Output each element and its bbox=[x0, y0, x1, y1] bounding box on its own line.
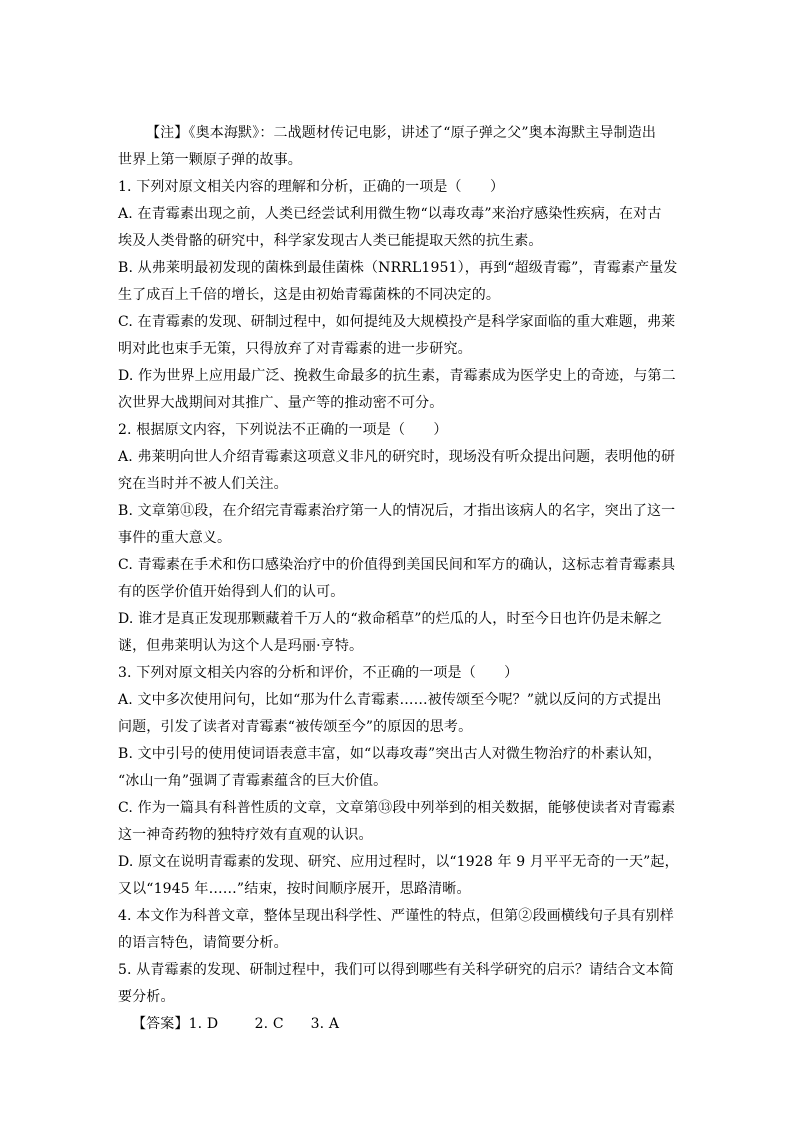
answer-label: 【答案】 bbox=[132, 1016, 189, 1032]
option-line: “冰山一角”强调了青霉素蕴含的巨大价值。 bbox=[118, 773, 388, 789]
option-c bbox=[118, 795, 674, 849]
option-line: D. 作为世界上应用最广泛、挽救生命最多的抗生素，青霉素成为医学史上的奇迹，与第二 bbox=[118, 368, 676, 384]
option-b bbox=[118, 741, 674, 795]
option-line: C. 作为一篇具有科普性质的文章，文章第⑬段中列举到的相关数据，能够使读者对青霉素 bbox=[118, 800, 676, 816]
note-line-1: 【注】《奥本海默》：二战题材传记电影，讲述了“原子弹之父”奥本海默主导制造出 bbox=[146, 125, 657, 141]
option-line: 明对此也束手无策，只得放弃了对青霉素的进一步研究。 bbox=[118, 341, 472, 357]
option-d bbox=[118, 363, 674, 417]
option-line: 究在当时并不被人们关注。 bbox=[118, 476, 288, 492]
option-c bbox=[118, 552, 674, 606]
answer-item: 3. A bbox=[310, 1016, 340, 1032]
question-stem: 1. 下列对原文相关内容的理解和分析，正确的一项是（ ） bbox=[118, 179, 505, 195]
option-line: 问题，引发了读者对青霉素“被传颂至今”的原因的思考。 bbox=[118, 719, 473, 735]
option-line: B. 文中引号的使用使词语表意丰富，如“以毒攻毒”突出古人对微生物治疗的朴素认知， bbox=[118, 746, 662, 762]
option-line: B. 文章第⑪段，在介绍完青霉素治疗第一人的情况后，才指出该病人的名字，突出了这一 bbox=[118, 503, 676, 519]
document-page bbox=[118, 120, 679, 1038]
option-line: D. 谁才是真正发现那颗藏着千万人的“救命稻草”的烂瓜的人，时至今日也许仍是未解之 bbox=[118, 611, 663, 627]
question-stem: 5. 从青霉素的发现、研制过程中，我们可以得到哪些有关科学研究的启示？请结合文本简 bbox=[118, 962, 674, 978]
option-line: C. 在青霉素的发现、研制过程中，如何提纯及大规模投产是科学家面临的重大难题，弗莱 bbox=[118, 314, 676, 330]
option-line: 这一神奇药物的独特疗效有直观的认识。 bbox=[118, 827, 373, 843]
question-4 bbox=[118, 903, 674, 957]
question-stem: 3. 下列对原文相关内容的分析和评价，不正确的一项是（ ） bbox=[118, 665, 519, 681]
option-d bbox=[118, 849, 679, 903]
question-2 bbox=[118, 417, 674, 660]
option-b bbox=[118, 255, 678, 309]
option-a bbox=[118, 201, 674, 255]
option-line: 次世界大战期间对其推广、量产等的推动密不可分。 bbox=[118, 395, 444, 411]
question-stem: 的语言特色，请简要分析。 bbox=[118, 935, 288, 951]
option-a bbox=[118, 687, 674, 741]
question-1 bbox=[118, 174, 678, 417]
option-d bbox=[118, 606, 674, 660]
question-3 bbox=[118, 660, 679, 903]
option-line: 事件的重大意义。 bbox=[118, 530, 232, 546]
option-line: 埃及人类骨骼的研究中，科学家发现古人类已能提取天然的抗生素。 bbox=[118, 233, 543, 249]
option-line: B. 从弗莱明最初发现的菌株到最佳菌株（NRRL1951），再到“超级青霉”，青霉素产量发 bbox=[118, 260, 678, 276]
option-a bbox=[118, 444, 674, 498]
question-stem: 2. 根据原文内容，下列说法不正确的一项是（ ） bbox=[118, 422, 448, 438]
option-line: C. 青霉素在手术和伤口感染治疗中的价值得到美国民间和军方的确认，这标志着青霉素具 bbox=[118, 557, 676, 573]
option-line: 谜，但弗莱明认为这个人是玛丽·亨特。 bbox=[118, 638, 364, 654]
option-line: 又以“1945 年……”结束，按时间顺序展开，思路清晰。 bbox=[118, 881, 471, 897]
answer-item: 1. D bbox=[188, 1016, 219, 1032]
option-line: 生了成百上千倍的增长，这是由初始青霉菌株的不同决定的。 bbox=[118, 287, 501, 303]
option-line: D. 原文在说明青霉素的发现、研究、应用过程时，以“1928 年 9 月平平无奇的一天”起， bbox=[118, 854, 679, 870]
question-5 bbox=[118, 957, 674, 1011]
option-c bbox=[118, 309, 674, 363]
option-line: A. 在青霉素出现之前，人类已经尝试利用微生物“以毒攻毒”来治疗感染性疾病，在对古 bbox=[118, 206, 662, 222]
question-stem: 4. 本文作为科普文章，整体呈现出科学性、严谨性的特点，但第②段画横线句子具有别样 bbox=[118, 908, 674, 924]
note-line-2: 世界上第一颗原子弹的故事。 bbox=[118, 152, 302, 168]
option-line: A. 弗莱明向世人介绍青霉素这项意义非凡的研究时，现场没有听众提出问题，表明他的研 bbox=[118, 449, 676, 465]
option-line: A. 文中多次使用问句，比如“那为什么青霉素……被传颂至今呢？”就以反问的方式提出 bbox=[118, 692, 662, 708]
option-line: 有的医学价值开始得到人们的认可。 bbox=[118, 584, 345, 600]
answer-item: 2. C bbox=[254, 1016, 284, 1032]
note-block bbox=[118, 120, 674, 174]
answer-line bbox=[132, 1011, 674, 1038]
option-b bbox=[118, 498, 674, 552]
question-stem: 要分析。 bbox=[118, 989, 175, 1005]
